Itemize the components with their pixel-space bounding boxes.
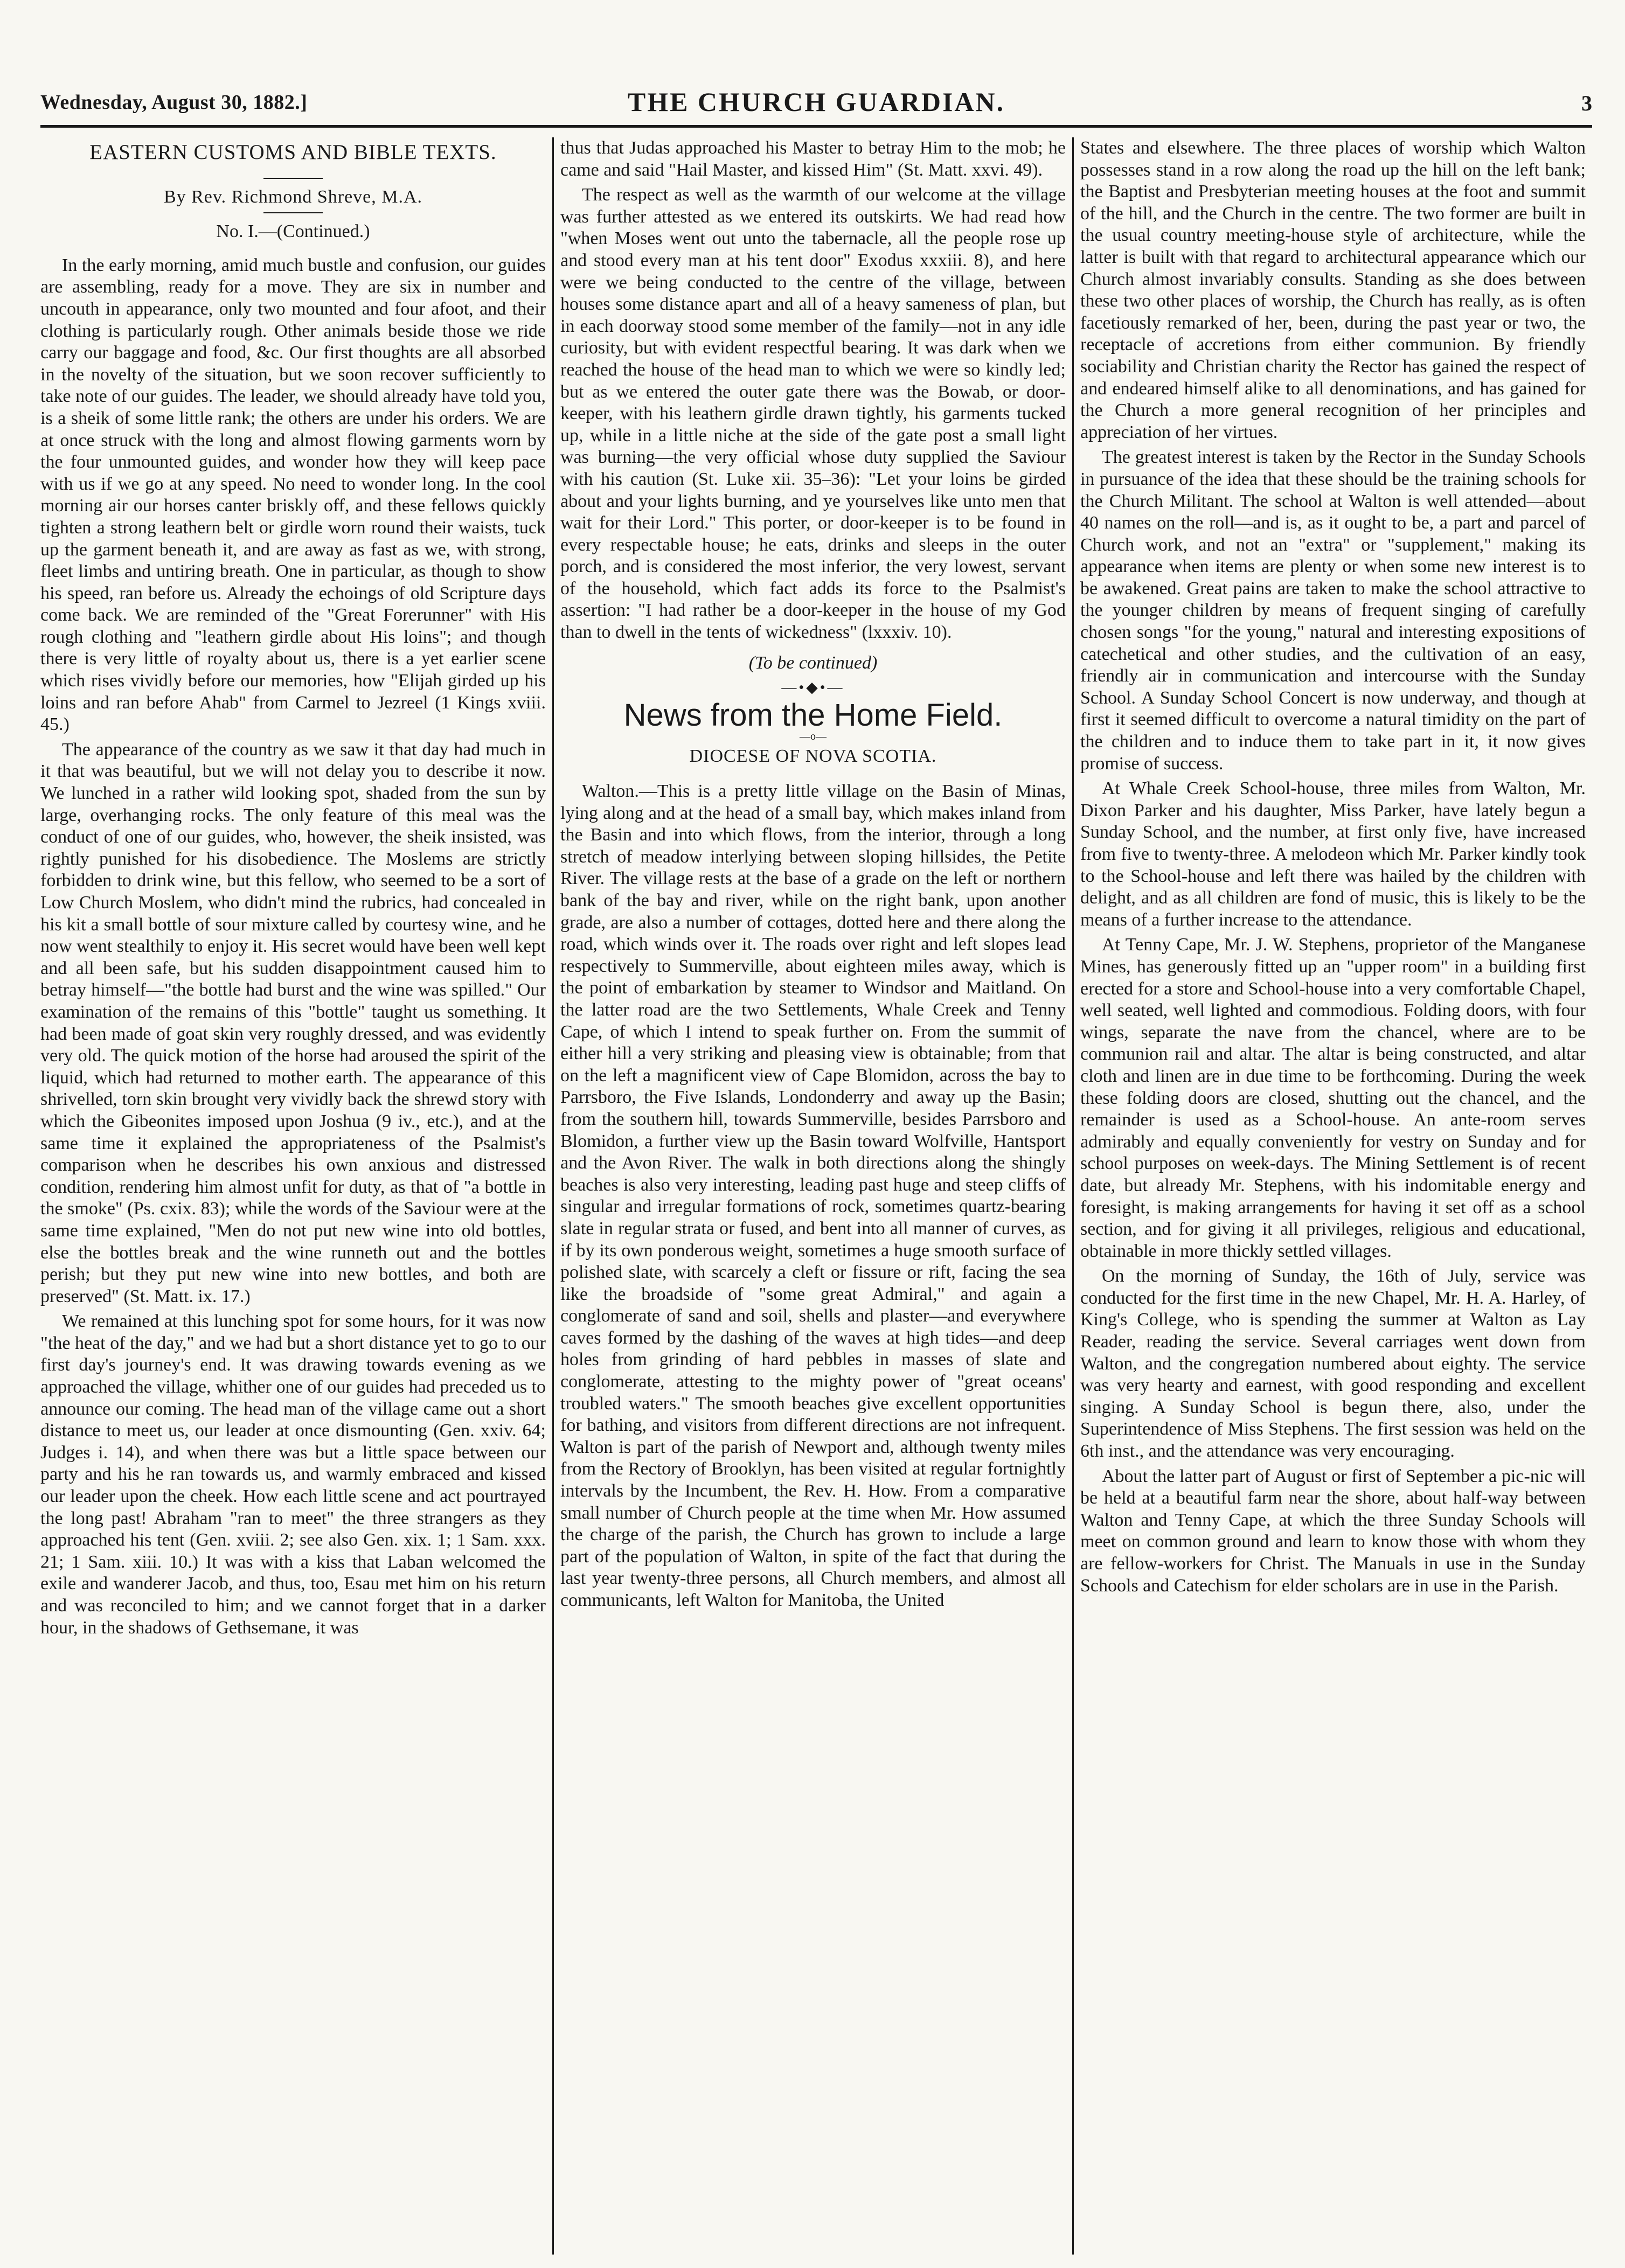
section-heading: News from the Home Field. [623, 697, 1003, 733]
ornament-divider: —•◆•— [781, 679, 845, 697]
paragraph: On the morning of Sunday, the 16th of July, service was conducted for the first time in the new Chapel, Mr. H. A. Harley, of King's College, who is spending the summer at Walton as Lay Reader, reading the service. Several carriages went down from Walton, and the congregation numbered about eighty. The service was very hearty and earnest, with good responding and excellent singing. A Sunday School is begun there, also, under the Superintendence of Miss Stephens. The first session was held on the 6th inst., and the attendance was very encouraging. [1080, 1266, 1586, 1462]
paragraph: In the early morning, amid much bustle and confusion, our guides are assembling, ready for a move. They are six in number and uncouth in appearance, only two mounted and four afoot, and their clothing is particularly rough. Other animals beside those we ride carry our baggage and food, &c. Our first thoughts are all absorbed in the novelty of the situation, but we soon recover sufficiently to take note of our guides. The leader, we should already have told you, is a sheik of some little rank; the others are under his orders. We are at once struck with the long and almost flowing garments worn by the four unmounted guides, and wonder how they will keep pace with us if we go at any speed. No need to wonder long. In the cool morning air our horses canter briskly off, and these fellows quickly tighten a strong leathern belt or girdle worn round their waists, tuck up the garment beneath it, and are away as fast as we, with strong, fleet limbs and untiring breath. One in particular, as though to show his speed, ran before us. Already the echoings of old Scripture days come back. We are reminded of the "Great Forerunner" with His rough clothing and "leathern girdle about His loins"; and though there is very little of royalty about us, there is a yet earlier scene which rises vividly before our memories, how "Elijah girded up his loins and ran before Ahab" from Carmel to Jezreel (1 Kings xviii. 45.) [40, 255, 546, 735]
column-3 [1080, 137, 1586, 2255]
paragraph: The appearance of the country as we saw it that day had much in it that was beautiful, but we will not delay you to describe it now. We lunched in a rather wild looking spot, shaded from the sun by large, overhanging rocks. The only feature of this meal was the conduct of one of our guides, who, however, the sheik insisted, was rightly punished for his disobedience. The Moslems are strictly forbidden to drink wine, but this fellow, who seemed to be a sort of Low Church Moslem, who didn't mind the rubrics, had concealed in his kit a small bottle of sour mixture called by courtesy wine, and he now went stealthily to enjoy it. His secret would have been well kept and all been safe, but his sudden disappointment caused him to betray himself—"the bottle had burst and the wine was spilled." Our examination of the remains of this "bottle" taught us something. It had been made of goat skin very roughly dressed, and was evidently very old. The quick motion of the horse had aroused the spirit of the liquid, which had returned to mother earth. The appearance of this shrivelled, torn skin brought very vividly back the shrewd story with which the Gibeonites imposed upon Joshua (9 iv., etc.), and at the same time it explained the appropriateness of the Psalmist's comparison when he describes his own anxious and distressed condition, rendering him almost unfit for duty, as that of "a bottle in the smoke" (Ps. cxix. 83); while the words of the Saviour were at the same time explained, "Men do not put new wine into old bottles, else the bottles break and the wine runneth out and the bottles perish; but they put new wine into new bottles, and both are preserved" (St. Matt. ix. 17.) [40, 739, 546, 1306]
title-rule [263, 178, 323, 179]
masthead [40, 81, 1592, 124]
paragraph: We remained at this lunching spot for some hours, for it was now "the heat of the day," and we had but a short distance yet to go to our first day's journey's end. It was drawing towards evening as we approached the village, whither one of our guides had preceded us to announce our coming. The head man of the village came out a short distance to meet us, our leader at once dismounting (Gen. xxiv. 64; Judges i. 14), and when there was but a little space between our party and his he ran towards us, and warmly embraced and kissed our leader upon the cheek. How each little scene and act pourtrayed the long past! Abraham "ran to meet" the three strangers as they approached his tent (Gen. xviii. 2; see also Gen. xix. 1; 1 Sam. xxx. 21; 1 Sam. xiii. 10.) It was with a kiss that Laban welcomed the exile and wanderer Jacob, and thus, too, Esau met him on his return and was reconciled to him; and we cannot forget that in a darker hour, in the shadows of Gethsemane, it was [40, 1311, 546, 1638]
page-number: 3 [1581, 91, 1592, 115]
column-divider [1072, 137, 1074, 2255]
diocese-heading: DIOCESE OF NOVA SCOTIA. [689, 746, 937, 767]
paragraph: At Tenny Cape, Mr. J. W. Stephens, proprietor of the Manganese Mines, has generously fitted up an "upper room" in a building first erected for a store and School-house into a very comfortable Chapel, well seated, well lighted and commodious. Folding doors, with four wings, separate the nave from the chancel, where are to be communion rail and altar. The altar is being constructed, and altar cloth and linen are in due time to be forthcoming. During the week these folding doors are closed, shutting out the chancel, and the remainder is used as a School-house. An ante-room serves admirably and equally conveniently for vestry on Sunday and for school purposes on week-days. The Mining Settlement is of recent date, but already Mr. Stephens, with his indomitable energy and foresight, is making arrangements for having it set off as a school section, and for giving it all privileges, religious and educational, obtainable in more thickly settled villages. [1080, 935, 1586, 1261]
column-1 [40, 137, 546, 2255]
small-ornament: —o— [800, 731, 827, 743]
column-2 [560, 137, 1066, 2255]
masthead-rule [40, 125, 1592, 128]
paragraph: The greatest interest is taken by the Rector in the Sunday Schools in pursuance of the idea that these should be the training schools for the Church Militant. The school at Walton is well attended—about 40 names on the roll—and is, as it ought to be, a part and parcel of Church work, and not an "extra" or "supplement," making its appearance when items are plenty or when some new interest is to be awakened. Great pains are taken to make the school attractive to the younger children by means of frequent singing of carefully chosen songs "for the young," natural and interesting expositions of catechetical and other studies, and the cultivation of an easy, friendly air in communication and intercourse with the Sunday School. A Sunday School Concert is now underway, and though at first it seemed difficult to overcome a natural timidity on the part of the children and to induce them to take part in it, it now gives promise of success. [1080, 447, 1586, 774]
paragraph: The respect as well as the warmth of our welcome at the village was further attested as we entered its outskirts. We had read how "when Moses went out unto the tabernacle, all the people rose up and stood every man at his tent door" Exodus xxxiii. 8), and here were we being conducted to the centre of the village, between houses some distance apart and all of a heavy sameness of plan, but in each doorway stood some member of the family—not in any idle curiosity, but with evident respectful bearing. It was dark when we reached the house of the head man to which we were so kindly led; but as we entered the outer gate there was the Bowab, or door-keeper, with his leathern girdle drawn tightly, his garments tucked up, while in a little niche at the side of the gate post a small light was burning—the very official whose duty supplied the Saviour with his caution (St. Luke xii. 35–36): "Let your loins be girded about and your lights burning, and ye yourselves like unto men that wait for their Lord." This porter, or door-keeper is to be found in every respectable house; he eats, drinks and sleeps in the outer porch, and is considered the most inferior, the very lowest, servant of the household, which fact adds its force to the Psalmist's assertion: "I had rather be a door-keeper in the house of my God than to dwell in the tents of wickedness" (lxxxiv. 10). [560, 185, 1066, 643]
article-number: No. I.—(Continued.) [216, 221, 370, 242]
paragraph: thus that Judas approached his Master to betray Him to the mob; he came and said "Hail Master, and kissed Him" (St. Matt. xxvi. 49). [560, 138, 1066, 180]
paragraph: About the latter part of August or first of September a pic-nic will be held at a beautiful farm near the shore, about half-way between Walton and Tenny Cape, at which the three Sunday Schools will meet on common ground and learn to know those with whom they are fellow-workers for Christ. The Manuals in use in the Sunday Schools and Catechism for elder scholars are in use in the Parish. [1080, 1466, 1586, 1596]
paragraph: States and elsewhere. The three places of worship which Walton possesses stand in a row along the road up the hill on the left bank; the Baptist and Presbyterian meeting houses at the foot and summit of the hill, and the Church in the centre. The two former are built in the usual country meeting-house style of architecture, while the latter is built with that regard to architectural appearance which our Church almost invariably consults. Standing as she does between these two other places of worship, the Church has really, as is often facetiously remarked of her, been, during the past year or two, the receptacle of accretions from either communion. By friendly sociability and Christian charity the Rector has gained the respect of and endeared himself alike to all denominations, and has gained for the Church a more general recognition of her principles and appreciation of her virtues. [1080, 138, 1586, 442]
paragraph: Walton.—This is a pretty little village on the Basin of Minas, lying along and at the head of a small bay, which makes inland from the Basin and into which flows, from the interior, through a long stretch of meadow interlying between sloping hillsides, the Petite River. The village rests at the base of a grade on the left or northern bank of the bay and river, while on the right bank, upon another grade, are also a number of cottages, dotted here and there along the road, which winds over it. The roads over right and left slopes lead respectively to Summerville, about eighteen miles away, which is the point of embarkation by steamer to Windsor and Maitland. On the latter road are the two Settlements, Whale Creek and Tenny Cape, of which I intend to speak further on. From the summit of either hill a very striking and pleasing view is obtainable; from that on the left a magnificent view of Cape Blomidon, across the bay to Parrsboro, the Five Islands, Londonderry and away up the Basin; from the southern hill, towards Summerville, besides Parrsboro and Blomidon, a further view up the Basin toward Wolfville, Hantsport and the Avon River. The walk in both directions along the shingly beaches is also very interesting, leading past huge and steep cliffs of singular and irregular formations of rock, sometimes quartz-bearing slate in regular strata or fused, and bent into all manner of curves, as if by its own ponderous weight, sometimes a huge smooth surface of polished slate, with scarcely a cleft or fissure or rift, facing the sea like the broadside of "some great Admiral," and again a conglomerate of sand and soil, shells and plaster—and everywhere caves formed by the dashing of the waves at high tides—and deep holes from grinding of hard pebbles in masses of slate and conglomerate, attesting to the mighty power of "great oceans' troubled waters." The smooth beaches give excellent opportunities for bathing, and visitors from different directions are not infrequent. Walton is part of the parish of Newport and, although twenty miles from the Rectory of Brooklyn, has been visited at regular fortnightly intervals by the Incumbent, the Rev. H. How. From a comparative small number of Church people at the time when Mr. How assumed the charge of the parish, the Church has grown to include a large part of the population of Walton, in spite of the fact that during the last year twenty-three persons, all Church members, and almost all communicants, left Walton for Manitoba, the United [560, 781, 1066, 1610]
paragraph: At Whale Creek School-house, three miles from Walton, Mr. Dixon Parker and his daughter, Miss Parker, have lately begun a Sunday School, and the number, at first only five, have increased from five to twenty-three. A melodeon which Mr. Parker kindly took to the School-house and left there was hailed by the children with delight, and as all children are fond of music, this is likely to be the means of a further increase to the attendance. [1080, 778, 1586, 930]
article-byline: By Rev. Richmond Shreve, M.A. [163, 186, 423, 207]
column-divider [552, 137, 554, 2255]
article-title: EASTERN CUSTOMS AND BIBLE TEXTS. [89, 141, 497, 164]
to-be-continued: (To be continued) [748, 652, 878, 673]
issue-date: Wednesday, August 30, 1882.] [40, 91, 308, 114]
byline-rule [263, 212, 323, 213]
paper-title: THE CHURCH GUARDIAN. [627, 87, 1005, 117]
